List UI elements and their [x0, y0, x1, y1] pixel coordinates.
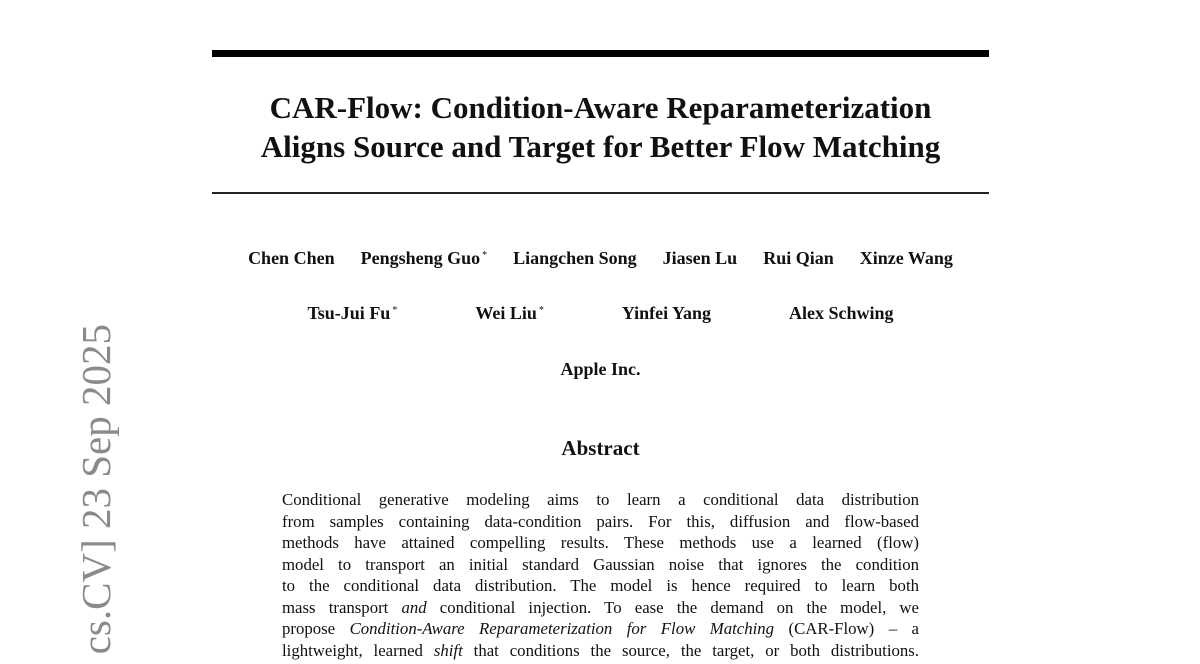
arxiv-stamp-text: cs.CV] 23 Sep 2025 [73, 324, 119, 655]
paper-title [212, 88, 989, 166]
author-name: Alex Schwing [789, 303, 894, 323]
author-name: Rui Qian [763, 248, 834, 268]
arxiv-stamp [24, 324, 119, 664]
abstract-emphasis: and [401, 597, 427, 617]
author-name: Pengsheng Guo * [360, 248, 488, 268]
author-row-2 [212, 303, 989, 327]
author-name: Xinze Wang [859, 248, 953, 268]
equal-contribution-mark: * [482, 250, 488, 261]
author-name: Jiasen Lu [662, 248, 738, 268]
abstract-line: to the conditional data distribution. The model is hence required to learn both [282, 576, 919, 595]
abstract-emphasis: Condition-Aware Reparameterization for Flow Matching [349, 619, 775, 638]
abstract-line: mass transport and conditional injection. To ease the demand on the model, we [282, 597, 919, 617]
author-name: Yinfei Yang [621, 303, 712, 323]
title-line-2: Aligns Source and Target for Better Flow Matching [260, 129, 941, 164]
author-name: Chen Chen [248, 248, 335, 268]
abstract-body [282, 489, 919, 661]
author-name: Wei Liu * [475, 303, 544, 323]
abstract-line: lightweight, learned shift that conditions the source, the target, or both distributions. [282, 640, 919, 660]
title-bottom-rule [212, 192, 989, 194]
abstract-line: from samples containing data-condition pairs. For this, diffusion and flow-based [282, 511, 919, 531]
abstract-line: model to transport an initial standard Gaussian noise that ignores the condition [282, 554, 919, 574]
author-name: Tsu-Jui Fu * [307, 303, 398, 323]
abstract-emphasis: shift [433, 640, 463, 660]
abstract-line: propose Condition-Aware Reparameterization for Flow Matching (CAR-Flow) – a [282, 619, 919, 638]
author-row-1 [212, 248, 989, 272]
equal-contribution-mark: * [392, 305, 398, 316]
abstract-heading: Abstract [561, 436, 640, 460]
author-name: Liangchen Song [513, 248, 637, 268]
abstract-line: Conditional generative modeling aims to learn a conditional data distribution [282, 490, 919, 509]
equal-contribution-mark: * [538, 305, 544, 316]
abstract-line: methods have attained compelling results. These methods use a learned (flow) [282, 533, 919, 552]
title-line-1: CAR-Flow: Condition-Aware Reparameterization [269, 90, 932, 125]
title-top-rule [212, 50, 989, 57]
affiliation: Apple Inc. [560, 359, 641, 379]
